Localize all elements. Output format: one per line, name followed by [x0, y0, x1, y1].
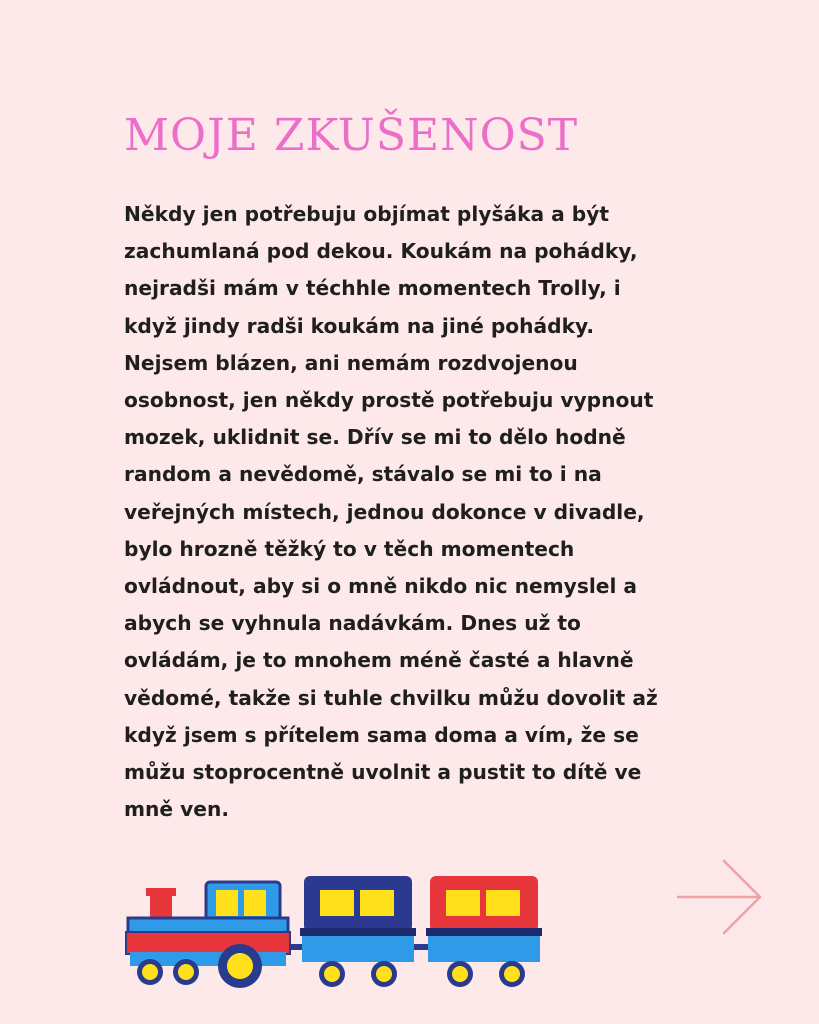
story-line: mně ven.	[124, 797, 230, 822]
story-line: můžu stoprocentně uvolnit a pustit to dítě ve	[124, 760, 642, 785]
story-line: nejradši mám v téchhle momentech Trolly, i	[124, 276, 621, 301]
story-line: zachumlaná pod dekou. Koukám na pohádky,	[124, 239, 638, 264]
wagon-red	[426, 876, 542, 987]
story-line: ovládnout, aby si o mně nikdo nic nemyslel a	[124, 574, 638, 599]
story-line: osobnost, jen někdy prostě potřebuju vypnout	[124, 388, 654, 413]
page-title: MOJE ZKUŠENOST	[124, 110, 579, 161]
toy-train-icon	[120, 872, 550, 992]
story-line: abych se vyhnula nadávkám. Dnes už to	[124, 611, 581, 636]
story-line: mozek, uklidnit se. Dřív se mi to dělo hodně	[124, 425, 626, 450]
story-line: když jindy radši koukám na jiné pohádky.	[124, 313, 595, 338]
story-line: bylo hrozně těžký to v těch momentech	[124, 536, 575, 561]
story-line: ovládám, je to mnohem méně časté a hlavně	[124, 648, 634, 673]
locomotive	[126, 882, 290, 988]
story-line: Někdy jen potřebuju objímat plyšáka a být	[124, 202, 610, 226]
story-line: když jsem s přítelem sama doma a vím, že se	[124, 722, 639, 747]
story-line: veřejných místech, jednou dokonce v divadle,	[124, 499, 645, 524]
story-text	[124, 196, 704, 828]
story-line: vědomé, takže si tuhle chvilku můžu dovolit až	[124, 685, 658, 710]
story-line: Nejsem blázen, ani nemám rozdvojenou	[124, 350, 578, 375]
arrow-right-icon[interactable]	[676, 858, 766, 938]
wagon-blue	[300, 876, 416, 987]
story-line: random a nevědomě, stávalo se mi to i na	[124, 462, 602, 487]
